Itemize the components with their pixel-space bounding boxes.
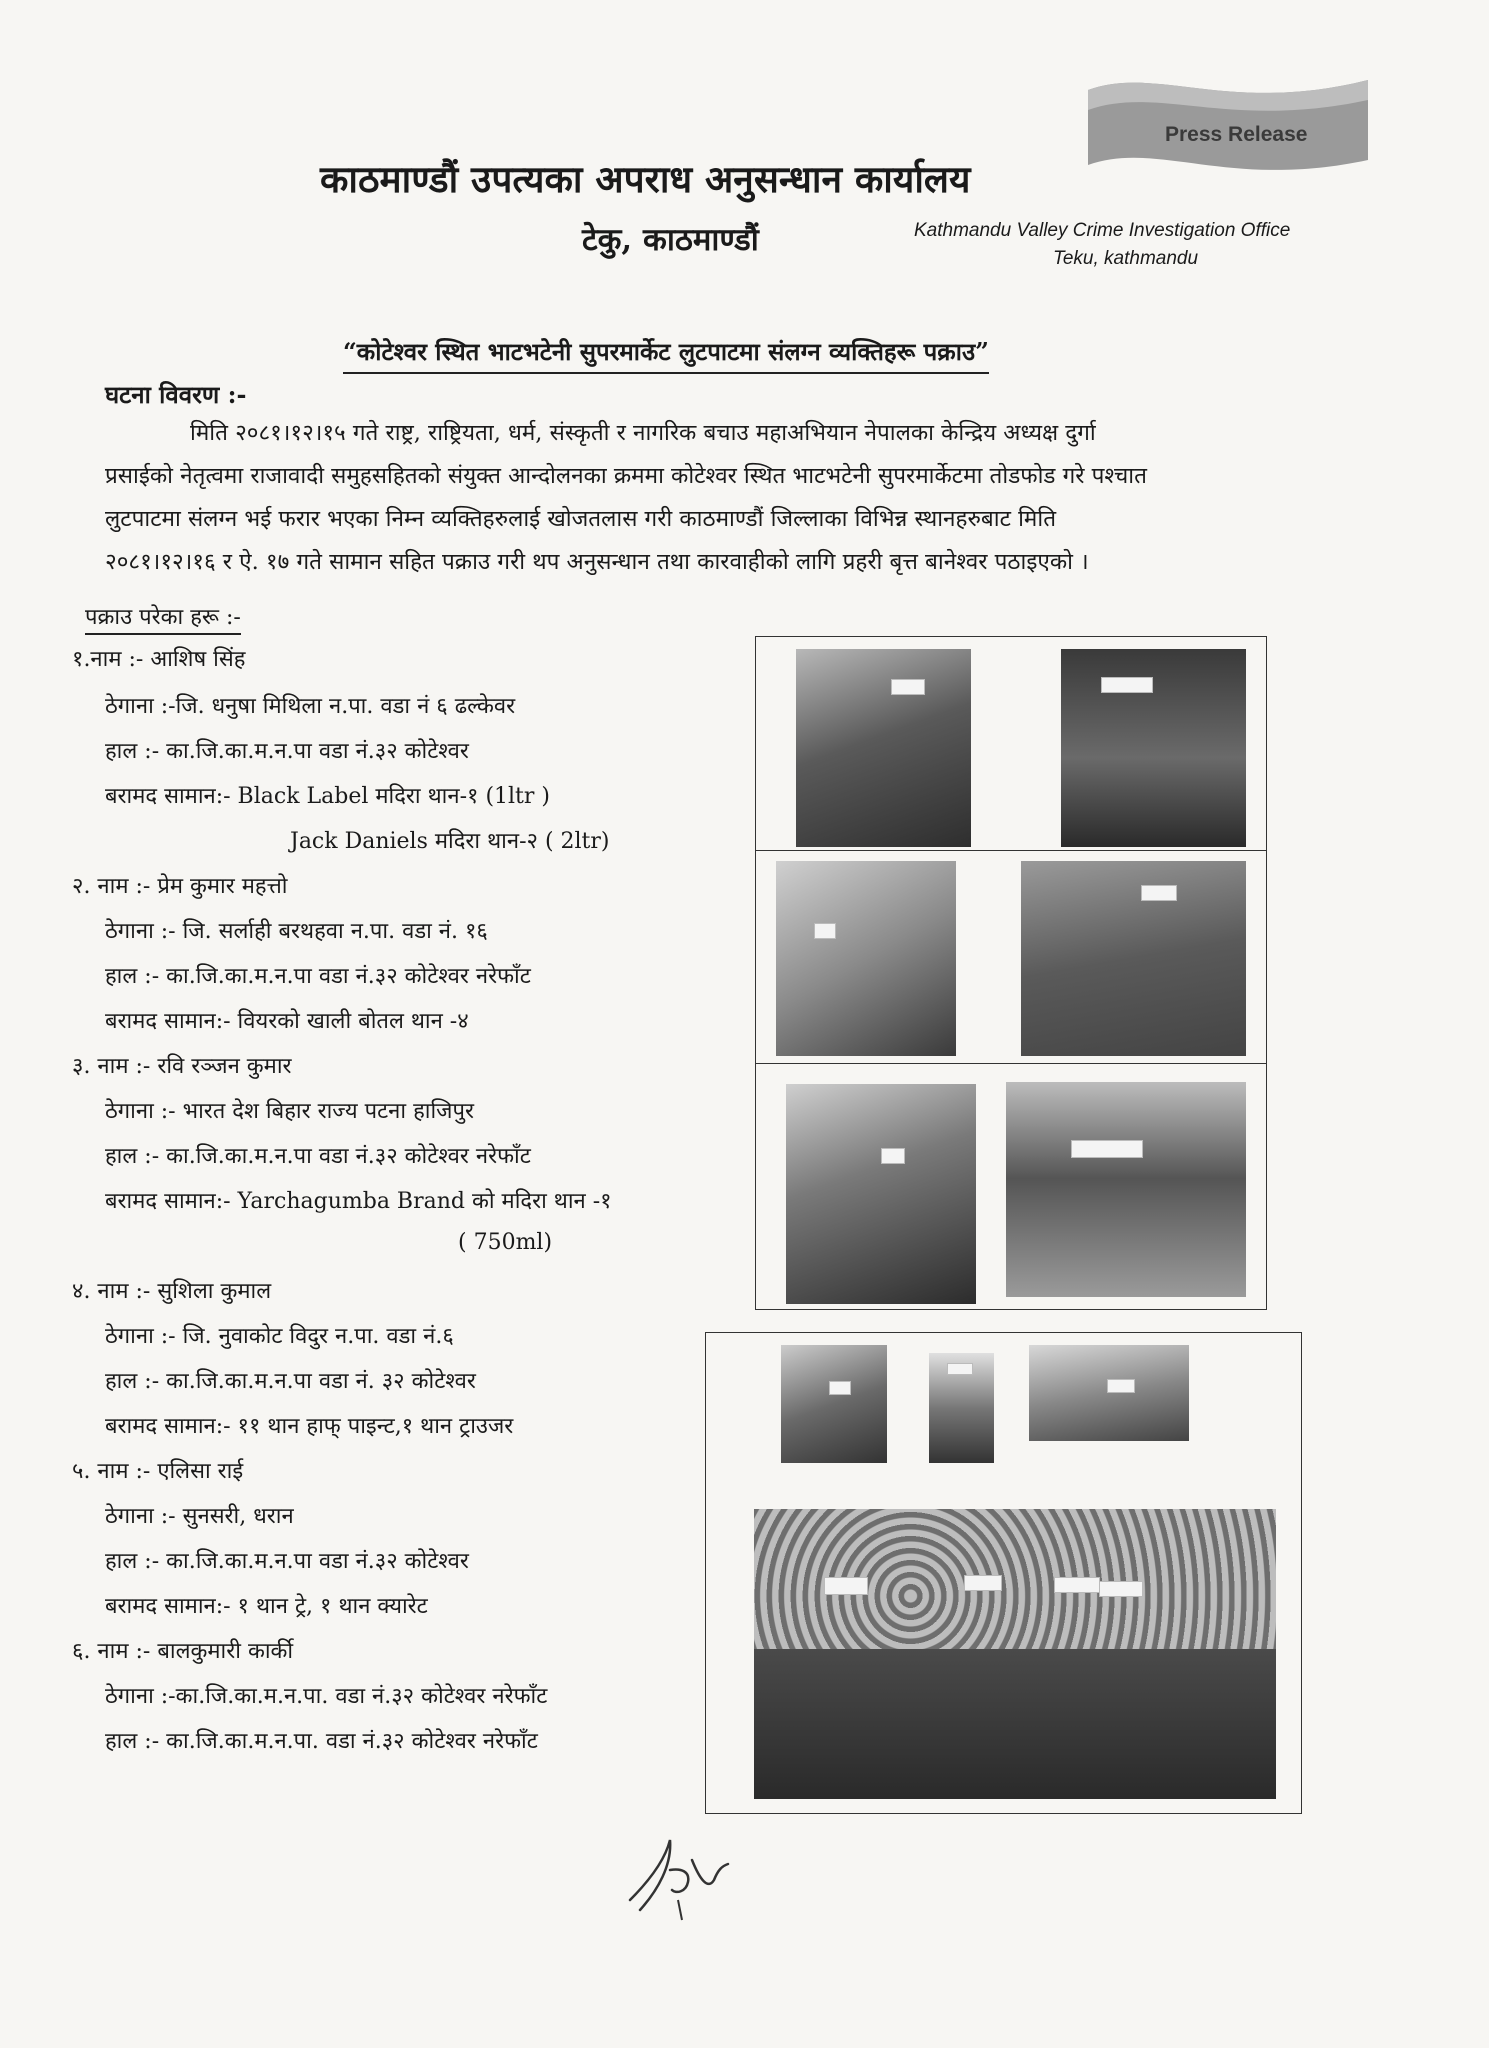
person-1-name: १.नाम :- आशिष सिंह xyxy=(72,647,246,672)
photo-frame-person-1 xyxy=(755,636,1267,852)
incident-line: मिति २०८१।१२।१५ गते राष्ट्र, राष्ट्रियता, धर्म, संस्कृती र नागरिक बचाउ महाअभियान नेपालका केन्द्रिय अध्यक्ष दुर्गा xyxy=(190,420,1096,446)
person-2-current: हाल :- का.जि.का.म.न.पा वडा नं.३२ कोटेश्वर नरेफाँट xyxy=(105,964,531,989)
person-6-address: ठेगाना :-का.जि.का.म.न.पा. वडा नं.३२ कोटेश्वर नरेफाँट xyxy=(105,1684,548,1709)
press-release-label: Press Release xyxy=(1165,123,1308,146)
person-photo xyxy=(796,649,971,847)
person-1-current: हाल :- का.जि.का.म.न.पा वडा नं.३२ कोटेश्वर xyxy=(105,739,469,764)
person-6-name: ६. नाम :- बालकुमारी कार्की xyxy=(72,1639,294,1664)
incident-heading: घटना विवरण :- xyxy=(105,380,247,409)
office-name-nepali: काठमाण्डौं उपत्यका अपराध अनुसन्धान कार्यालय xyxy=(320,157,971,201)
person-3-name: ३. नाम :- रवि रञ्जन कुमार xyxy=(72,1054,292,1079)
person-4-address: ठेगाना :- जि. नुवाकोट विदुर न.पा. वडा नं.६ xyxy=(105,1324,454,1349)
person-3-recovered-cont: ( 750ml) xyxy=(458,1230,553,1255)
person-1-address: ठेगाना :-जि. धनुषा मिथिला न.पा. वडा नं ६ ढल्केवर xyxy=(105,694,516,719)
person-4-current: हाल :- का.जि.का.म.न.पा वडा नं. ३२ कोटेश्वर xyxy=(105,1369,476,1394)
person-5-current: हाल :- का.जि.का.म.न.पा वडा नं.३२ कोटेश्वर xyxy=(105,1549,469,1574)
person-photo xyxy=(1006,1082,1246,1297)
person-3-address: ठेगाना :- भारत देश बिहार राज्य पटना हाजिपुर xyxy=(105,1099,474,1124)
headline: “कोटेश्वर स्थित भाटभटेनी सुपरमार्केट लुटपाटमा संलग्न व्यक्तिहरू पक्राउ” xyxy=(343,335,989,374)
person-2-name: २. नाम :- प्रेम कुमार महत्तो xyxy=(72,874,288,899)
person-3-recovered: बरामद सामान:- Yarchagumba Brand को मदिरा थान -१ xyxy=(105,1189,612,1214)
person-photo xyxy=(781,1345,887,1463)
person-photo xyxy=(929,1353,994,1463)
person-5-name: ५. नाम :- एलिसा राई xyxy=(72,1459,244,1484)
office-name-english: Kathmandu Valley Crime Investigation Office xyxy=(914,220,1291,241)
incident-description xyxy=(105,412,1425,584)
person-5-address: ठेगाना :- सुनसरी, धरान xyxy=(105,1504,294,1529)
person-1-recovered-cont: Jack Daniels मदिरा थान-२ ( 2ltr) xyxy=(290,829,610,854)
photo-frame-persons-4-6 xyxy=(705,1332,1302,1814)
person-4-name: ४. नाम :- सुशिला कुमाल xyxy=(72,1279,272,1304)
person-2-address: ठेगाना :- जि. सर्लाही बरथहवा न.पा. वडा नं. १६ xyxy=(105,919,488,944)
person-photo xyxy=(786,1084,976,1304)
person-3-current: हाल :- का.जि.का.म.न.पा वडा नं.३२ कोटेश्वर नरेफाँट xyxy=(105,1144,531,1169)
person-4-recovered: बरामद सामान:- ११ थान हाफ् पाइन्ट,१ थान ट्राउजर xyxy=(105,1414,514,1439)
person-6-current: हाल :- का.जि.का.म.न.पा. वडा नं.३२ कोटेश्वर नरेफाँट xyxy=(105,1729,538,1754)
person-1-recovered: बरामद सामान:- Black Label मदिरा थान-१ (1ltr ) xyxy=(105,784,550,809)
arrested-heading: पक्राउ परेका हरू :- xyxy=(85,601,241,635)
person-photo xyxy=(1061,649,1246,847)
incident-line: प्रसाईको नेतृत्वमा राजावादी समुहसहितको संयुक्त आन्दोलनका क्रममा कोटेश्वर स्थित भाटभटेनी सुपरमार्केटमा तोडफोड गरे पश्चात xyxy=(105,463,1147,489)
incident-line: लुटपाटमा संलग्न भई फरार भएका निम्न व्यक्तिहरुलाई खोजतलास गरी काठमाण्डौं जिल्लाका विभिन्न स्थानहरुबाट मिति xyxy=(105,506,1057,532)
person-2-recovered: बरामद सामान:- वियरको खाली बोतल थान -४ xyxy=(105,1009,469,1034)
signature-icon xyxy=(610,1820,750,1930)
office-location-english: Teku, kathmandu xyxy=(1053,248,1199,269)
photo-frame-person-2 xyxy=(755,850,1267,1065)
person-photo xyxy=(1021,861,1246,1056)
person-photo xyxy=(776,861,956,1056)
person-photo xyxy=(1029,1345,1189,1441)
incident-line: २०८१।१२।१६ र ऐ. १७ गते सामान सहित पक्राउ गरी थप अनुसन्धान तथा कारवाहीको लागि प्रहरी बृत्त बानेश्वर पठाइएको । xyxy=(105,549,1089,575)
office-location-nepali: टेकु, काठमाण्डौं xyxy=(582,222,759,258)
photo-frame-person-3 xyxy=(755,1063,1267,1310)
person-photo xyxy=(754,1509,1276,1799)
person-5-recovered: बरामद सामान:- १ थान ट्रे, १ थान क्यारेट xyxy=(105,1594,428,1619)
